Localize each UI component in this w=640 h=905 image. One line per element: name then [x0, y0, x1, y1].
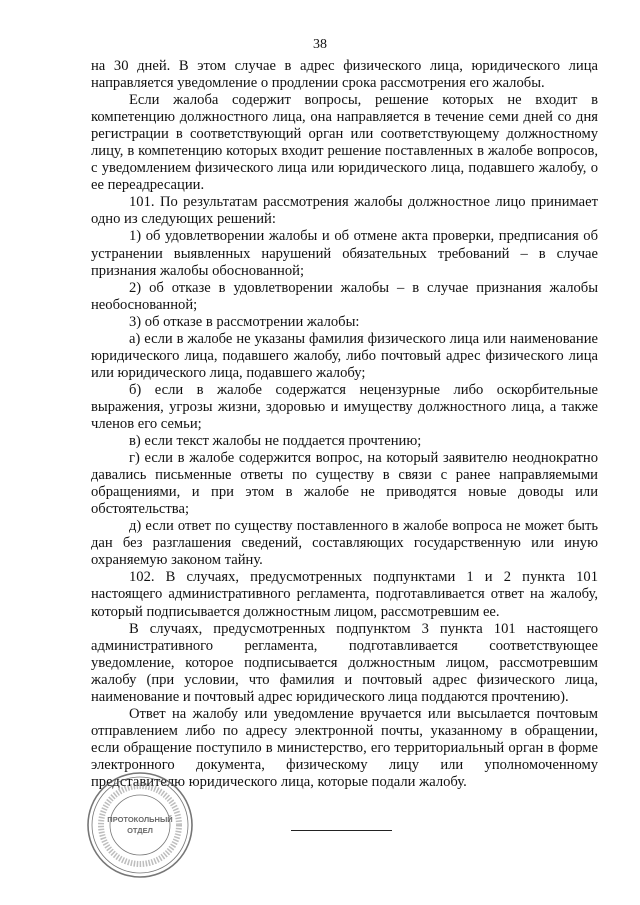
paragraph: Ответ на жалобу или уведомление вручается или высылается почтовым отправлением либо по адресу электронной почты, указанному в обращении, если обращение поступило в министерство, его территориальный орган в форме электронного документа, физическому лицу или уполномоченному представителю юридического лица, которые подали жалобу. [91, 705, 598, 790]
paragraph: б) если в жалобе содержатся нецензурные либо оскорбительные выражения, угрозы жизни, здоровью и имуществу должностного лица, а также членов его семьи; [91, 381, 598, 432]
paragraph: 3) об отказе в рассмотрении жалобы: [129, 313, 360, 330]
paragraph: д) если ответ по существу поставленного в жалобе вопроса не может быть дан без разглашения сведений, составляющих государственную или иную охраняемую законом тайну. [91, 518, 598, 569]
paragraph: а) если в жалобе не указаны фамилия физического лица или наименование юридического лица, подавшего жалобу, либо почтовый адрес физического лица или юридического лица, подавшего жалобу; [91, 330, 598, 381]
paragraph: 2) об отказе в удовлетворении жалобы – в случае признания жалобы необоснованной; [91, 279, 598, 313]
paragraph: на 30 дней. В этом случае в адрес физического лица, юридического лица направляется уведомление о продлении срока рассмотрения его жалобы. [91, 58, 598, 92]
stamp-text-line2: ОТДЕЛ [127, 826, 153, 835]
paragraph: 101. По результатам рассмотрения жалобы должностное лицо принимает одно из следующих решений: [91, 194, 598, 228]
round-stamp-icon [85, 770, 195, 880]
page-number: 38 [313, 37, 327, 52]
stamp-text-line1: ПРОТОКОЛЬНЫЙ [107, 815, 173, 824]
paragraph: г) если в жалобе содержится вопрос, на который заявителю неоднократно давались письменные ответы по существу в связи с ранее направляемыми обращениями, и при этом в жалобе не приводятся новые доводы или обстоятельства; [91, 450, 598, 518]
document-body [91, 58, 598, 791]
footer-rule [291, 830, 392, 831]
paragraph: 102. В случаях, предусмотренных подпунктами 1 и 2 пункта 101 настоящего административного регламента, подготавливается ответ на жалобу, который подписывается должностным лицом, рассмотревшим ее. [91, 569, 598, 620]
paragraph: в) если текст жалобы не поддается прочтению; [129, 433, 422, 450]
paragraph: Если жалоба содержит вопросы, решение которых не входит в компетенцию должностного лица, она направляется в течение семи дней со дня регистрации в соответствующий орган или соответствующему должностному лицу, в компетенцию которых входит решение поставленных в жалобе вопросов, с уведомлением физического лица или юридического лица, подавшего жалобу, о ее переадресации. [91, 92, 598, 194]
paragraph: 1) об удовлетворении жалобы и об отмене акта проверки, предписания об устранении выявленных нарушений обязательных требований – в случае признания жалобы обоснованной; [91, 228, 598, 279]
paragraph: В случаях, предусмотренных подпунктом 3 пункта 101 настоящего административного регламента, подготавливается соответствующее уведомление, которое подписывается должностным лицом, рассмотревшим жалобу (при условии, что фамилия и почтовый адрес физического лица, наименование и почтовый адрес юридического лица поддаются прочтению). [91, 620, 598, 705]
